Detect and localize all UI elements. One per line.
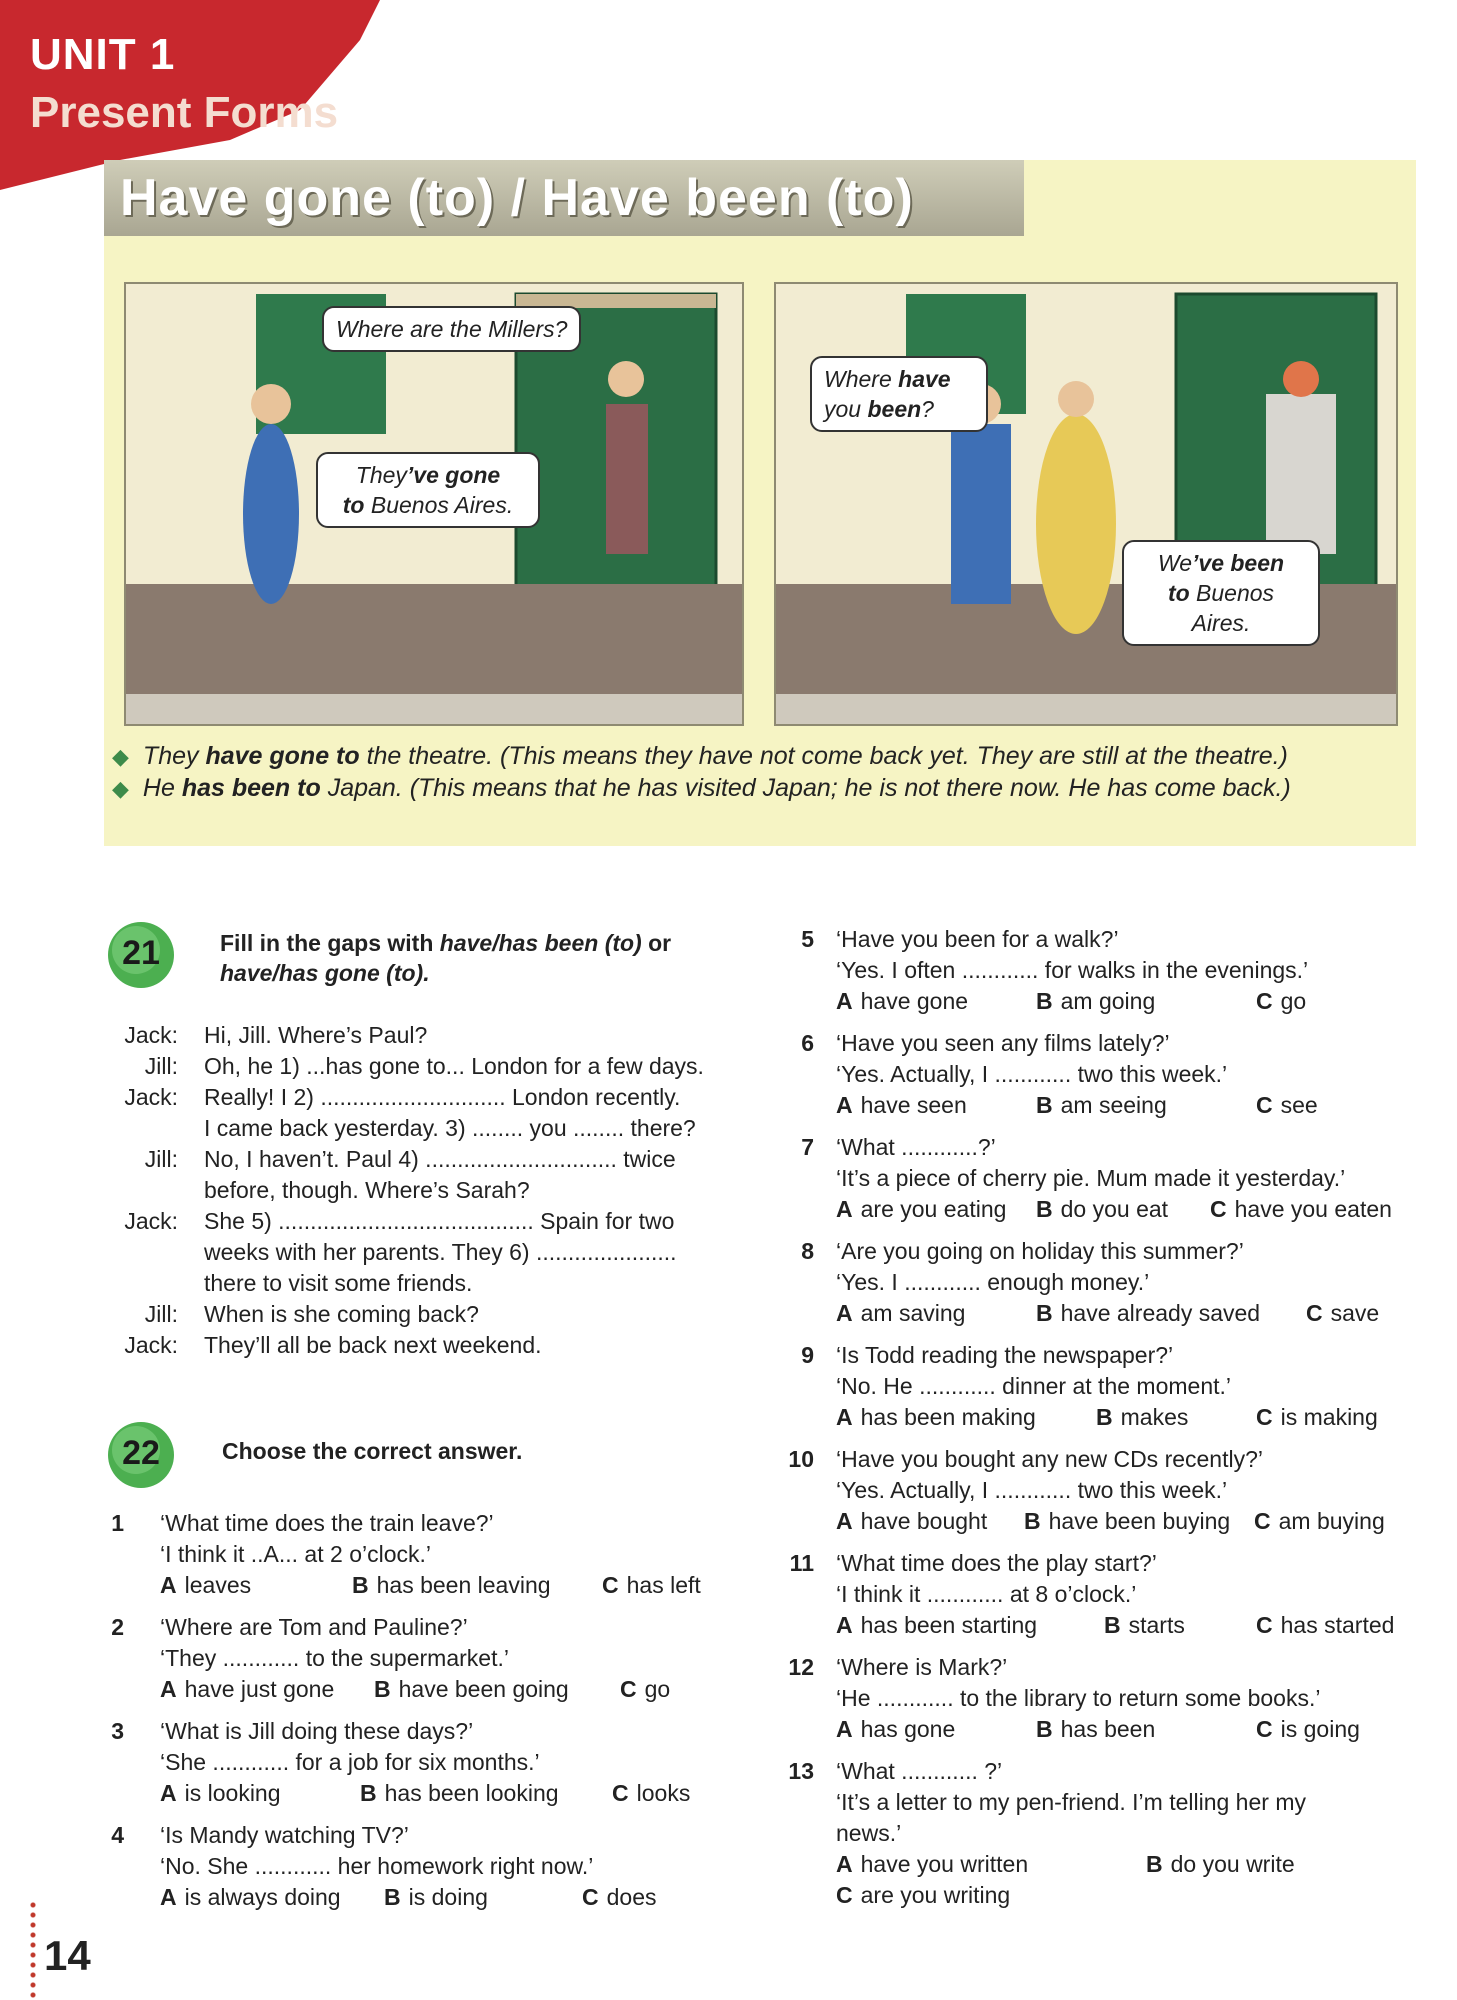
option-a[interactable]: A has gone (836, 1716, 956, 1742)
question-response: ‘It’s a letter to my pen-friend. I’m telling her my (836, 1789, 1306, 1815)
question-number: 3 (111, 1718, 124, 1744)
option-b[interactable]: B do you write (1146, 1851, 1295, 1877)
question-number: 8 (801, 1238, 814, 1264)
utterance: I came back yesterday. 3) ........ you ........ there? (204, 1115, 696, 1141)
option-b[interactable]: B have been buying (1024, 1508, 1231, 1534)
question-prompt: ‘Is Mandy watching TV?’ (160, 1822, 409, 1848)
utterance: Oh, he 1) ...has gone to... London for a few days. (204, 1053, 704, 1079)
illustration-right (774, 282, 1398, 726)
utterance: there to visit some friends. (204, 1270, 473, 1296)
question-prompt: ‘Are you going on holiday this summer?’ (836, 1238, 1244, 1264)
option-c[interactable]: C am buying (1254, 1508, 1385, 1534)
option-b[interactable]: B do you eat (1036, 1196, 1169, 1222)
speaker: Jill: (144, 1053, 178, 1079)
speaker: Jack: (124, 1208, 178, 1234)
question-response: ‘Yes. Actually, I ............ two this week.’ (836, 1061, 1228, 1087)
exercise-22-instruction: Choose the correct answer. (222, 1438, 523, 1464)
option-b[interactable]: B am going (1036, 988, 1156, 1014)
option-c[interactable]: C see (1256, 1092, 1318, 1118)
rule-bullet-2: ◆ He has been to Japan. (This means that he has visited Japan; he is not there now. He has come back.) (112, 774, 1291, 802)
option-b[interactable]: B has been looking (360, 1780, 559, 1806)
option-c[interactable]: C save (1306, 1300, 1380, 1326)
option-b[interactable]: B makes (1096, 1404, 1189, 1430)
option-a[interactable]: A is looking (160, 1780, 281, 1806)
option-a[interactable]: A have seen (836, 1092, 967, 1118)
question-response: ‘She ............ for a job for six months.’ (160, 1749, 540, 1775)
option-a[interactable]: A leaves (160, 1572, 252, 1598)
question-6 (798, 1028, 1428, 1124)
question-12 (788, 1652, 1428, 1748)
option-a[interactable]: A have gone (836, 988, 969, 1014)
diamond-bullet-icon: ◆ (112, 744, 129, 769)
utterance: before, though. Where’s Sarah? (204, 1177, 530, 1203)
question-response: ‘It’s a piece of cherry pie. Mum made it yesterday.’ (836, 1165, 1346, 1191)
option-c[interactable]: C go (620, 1676, 671, 1702)
page-margin-dots (30, 1900, 36, 2000)
question-number: 1 (111, 1510, 124, 1536)
question-response: ‘Yes. I ............ enough money.’ (836, 1269, 1150, 1295)
option-a[interactable]: A have just gone (160, 1676, 335, 1702)
question-3 (111, 1716, 762, 1812)
question-response: ‘Yes. Actually, I ............ two this week.’ (836, 1477, 1228, 1503)
question-response: ‘They ............ to the supermarket.’ (160, 1645, 509, 1671)
question-number: 13 (788, 1758, 814, 1784)
question-number: 2 (111, 1614, 124, 1640)
utterance: Really! I 2) ............................. London recently. (204, 1084, 681, 1110)
speaker: Jill: (144, 1146, 178, 1172)
street-scene-right-illustration (776, 284, 1396, 724)
question-response: ‘No. He ............ dinner at the moment.’ (836, 1373, 1231, 1399)
utterance: No, I haven’t. Paul 4) .............................. twice (204, 1146, 676, 1172)
question-number: 10 (788, 1446, 814, 1472)
rule-bullet-1: ◆ They have gone to the theatre. (This means they have not come back yet. They are still at the theatre.) (112, 742, 1288, 770)
option-c[interactable]: C are you writing (836, 1882, 1011, 1908)
option-b[interactable]: B has been leaving (352, 1572, 551, 1598)
option-c[interactable]: C has started (1256, 1612, 1395, 1638)
question-response: ‘He ............ to the library to return some books.’ (836, 1685, 1321, 1711)
question-number: 4 (111, 1822, 124, 1848)
diamond-bullet-icon: ◆ (112, 776, 129, 801)
option-a[interactable]: A is always doing (160, 1884, 341, 1910)
utterance: Hi, Jill. Where’s Paul? (204, 1022, 428, 1048)
option-a[interactable]: A am saving (836, 1300, 966, 1326)
option-c[interactable]: C have you eaten (1210, 1196, 1392, 1222)
option-a[interactable]: A has been starting (836, 1612, 1038, 1638)
question-response: ‘Yes. I often ............ for walks in the evenings.’ (836, 957, 1309, 983)
question-number: 12 (788, 1654, 814, 1680)
option-b[interactable]: B is doing (384, 1884, 488, 1910)
speech-bubble-answer-right: We’ve been to Buenos Aires. (1122, 540, 1320, 646)
question-prompt: ‘What is Jill doing these days?’ (160, 1718, 474, 1744)
option-a[interactable]: A has been making (836, 1404, 1036, 1430)
question-response: ‘I think it ..A... at 2 o’clock.’ (160, 1541, 431, 1567)
question-prompt: ‘What time does the play start?’ (836, 1550, 1157, 1576)
option-b[interactable]: B has been (1036, 1716, 1156, 1742)
question-prompt: ‘Have you bought any new CDs recently?’ (836, 1446, 1264, 1472)
speaker: Jack: (124, 1332, 178, 1358)
question-response-continued: news.’ (836, 1820, 902, 1846)
speech-bubble-question-left: Where are the Millers? (322, 306, 581, 352)
question-9 (798, 1340, 1428, 1436)
utterance: When is she coming back? (204, 1301, 479, 1327)
question-prompt: ‘Have you seen any films lately?’ (836, 1030, 1170, 1056)
question-number: 7 (801, 1134, 814, 1160)
question-5 (798, 924, 1428, 1020)
option-a[interactable]: A have you written (836, 1851, 1029, 1877)
option-c[interactable]: C go (1256, 988, 1307, 1014)
question-11 (789, 1548, 1428, 1644)
question-response: ‘I think it ............ at 8 o’clock.’ (836, 1581, 1137, 1607)
exercise-22-number: 22 (122, 1434, 160, 1472)
speaker: Jack: (124, 1022, 178, 1048)
utterance: She 5) ........................................ Spain for two (204, 1208, 675, 1234)
option-b[interactable]: B have been going (374, 1676, 569, 1702)
option-c[interactable]: C is going (1256, 1716, 1360, 1742)
option-c[interactable]: C looks (612, 1780, 691, 1806)
exercise-21-instruction: Fill in the gaps with have/has been (to) or have/has gone (to). (220, 930, 672, 986)
question-prompt: ‘What time does the train leave?’ (160, 1510, 494, 1536)
option-c[interactable]: C has left (602, 1572, 701, 1598)
question-prompt: ‘Where are Tom and Pauline?’ (160, 1614, 468, 1640)
question-13 (788, 1756, 1428, 1916)
question-4 (111, 1820, 762, 1916)
question-number: 5 (801, 926, 814, 952)
question-number: 9 (801, 1342, 814, 1368)
question-number: 11 (789, 1550, 814, 1576)
option-a[interactable]: A are you eating (836, 1196, 1007, 1222)
question-8 (798, 1236, 1428, 1332)
question-2 (111, 1612, 762, 1708)
speech-bubble-answer-left: They’ve gone to Buenos Aires. (316, 452, 540, 528)
utterance: weeks with her parents. They 6) ...................... (204, 1239, 677, 1265)
question-1 (111, 1508, 762, 1604)
question-prompt: ‘What ............ ?’ (836, 1758, 1003, 1784)
question-prompt: ‘What ............?’ (836, 1134, 996, 1160)
unit-title: Present Forms (30, 88, 339, 137)
question-prompt: ‘Is Todd reading the newspaper?’ (836, 1342, 1174, 1368)
speech-bubble-question-right: Where have you been? (810, 356, 988, 432)
question-response: ‘No. She ............ her homework right now.’ (160, 1853, 594, 1879)
question-7 (798, 1132, 1428, 1228)
grammar-title: Have gone (to) / Have been (to) (120, 169, 914, 227)
question-prompt: ‘Have you been for a walk?’ (836, 926, 1119, 952)
question-number: 6 (801, 1030, 814, 1056)
utterance: They’ll all be back next weekend. (204, 1332, 542, 1358)
option-c[interactable]: C is making (1256, 1404, 1378, 1430)
option-a[interactable]: A have bought (836, 1508, 988, 1534)
unit-label: UNIT 1 (30, 30, 176, 79)
question-prompt: ‘Where is Mark?’ (836, 1654, 1008, 1680)
speaker: Jack: (124, 1084, 178, 1110)
speaker: Jill: (144, 1301, 178, 1327)
option-c[interactable]: C does (582, 1884, 657, 1910)
exercise-21-number: 21 (122, 934, 160, 972)
option-b[interactable]: B have already saved (1036, 1300, 1261, 1326)
question-10 (788, 1444, 1428, 1540)
page-number: 14 (44, 1932, 91, 1979)
option-b[interactable]: B am seeing (1036, 1092, 1167, 1118)
option-b[interactable]: B starts (1104, 1612, 1185, 1638)
